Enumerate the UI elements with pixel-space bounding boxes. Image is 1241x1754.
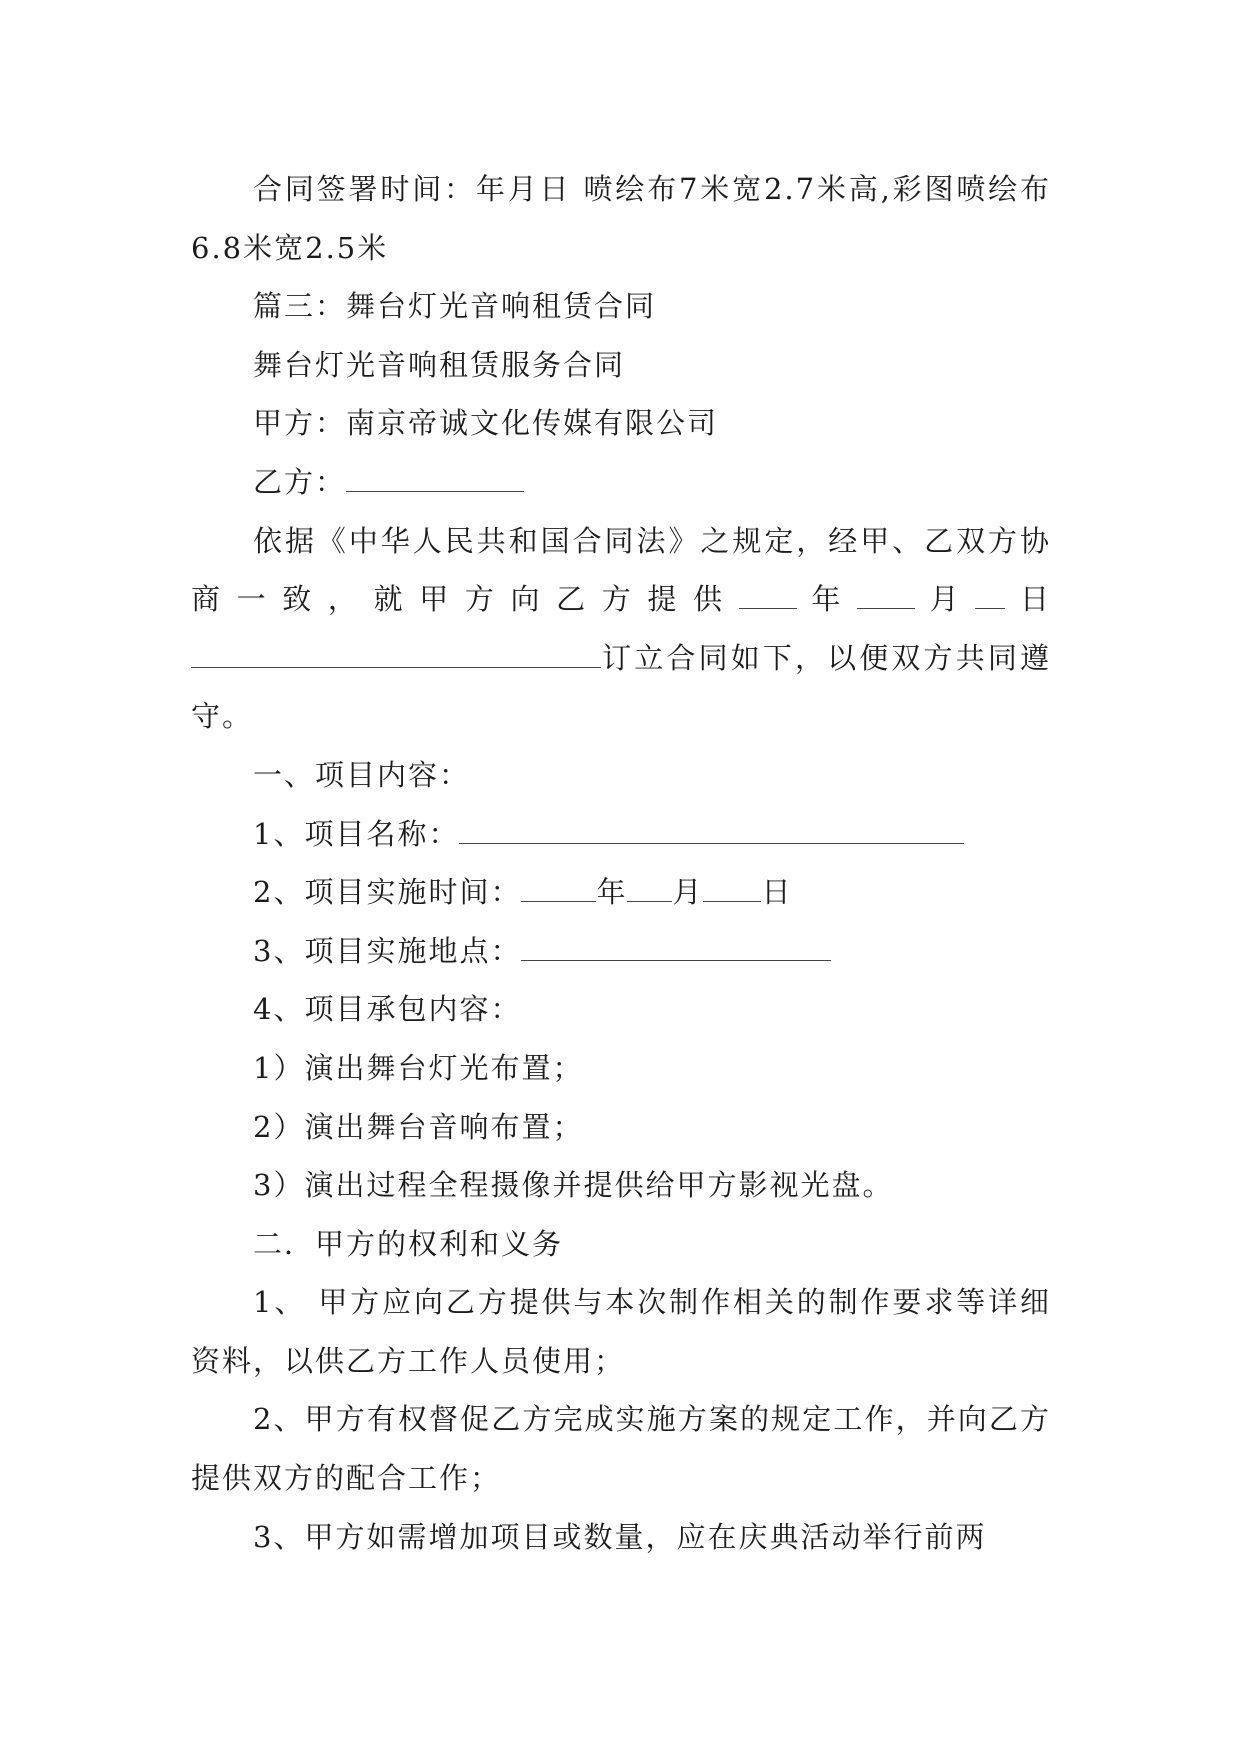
clause-2-2: 2、甲方有权督促乙方完成实施方案的规定工作，并向乙方提供双方的配合工作；: [191, 1402, 1051, 1496]
project-time-day: 日: [761, 875, 793, 910]
basis-day-blank: [975, 581, 1005, 610]
project-time-year: 年: [596, 875, 628, 910]
heading-project-content: 一、项目内容：: [253, 757, 471, 792]
basis-year-label: 年: [796, 582, 858, 617]
basis-content-blank: [191, 639, 601, 668]
party-b-label: 乙方：: [253, 464, 347, 499]
paragraph-signing-time: 合同签署时间：年月日 喷绘布7米宽2.7米高,彩图喷绘布6.8米宽2.5米: [191, 172, 1051, 265]
basis-month-label: 月: [915, 582, 976, 617]
project-time-month-blank: [627, 874, 672, 903]
basis-month-blank: [857, 581, 915, 610]
item-project-name: [191, 805, 1051, 864]
clause-2-1: 1、 甲方应向乙方提供与本次制作相关的制作要求等详细资料，以供乙方工作人员使用；: [191, 1285, 1051, 1378]
project-time-year-blank: [521, 874, 596, 903]
basis-text-b: 订立合同如下，以便双方共同遵守。: [191, 640, 1051, 734]
project-time-month: 月: [672, 875, 704, 910]
paragraph-basis: [191, 512, 1051, 746]
party-b-blank: [346, 463, 524, 492]
paragraph-party-b: [191, 453, 1051, 512]
basis-day-label: 日: [1005, 582, 1051, 617]
clause-2-3: 3、甲方如需增加项目或数量，应在庆典活动举行前两: [253, 1519, 987, 1554]
document-body: [191, 160, 1051, 1566]
paragraph-party-a: 甲方：南京帝诚文化传媒有限公司: [253, 406, 719, 441]
project-location-label: 3、项目实施地点：: [253, 933, 522, 968]
project-name-blank: [459, 815, 964, 844]
item-project-location: [191, 922, 1051, 981]
scope-item-lighting: 1）演出舞台灯光布置；: [253, 1050, 584, 1085]
paragraph-contract-title: 舞台灯光音响租赁服务合同: [253, 347, 626, 382]
basis-year-blank: [739, 581, 797, 610]
project-time-day-blank: [703, 874, 761, 903]
item-project-time: [191, 863, 1051, 922]
project-name-label: 1、项目名称：: [253, 816, 460, 851]
project-location-blank: [521, 932, 831, 961]
paragraph-section-title: 篇三：舞台灯光音响租赁合同: [253, 289, 657, 324]
heading-party-a-rights: 二．甲方的权利和义务: [253, 1226, 564, 1261]
basis-text-a: 依据《中华人民共和国合同法》之规定，经甲、乙双方协商一致，就甲方向乙方提供: [191, 523, 1051, 617]
scope-item-audio: 2）演出舞台音响布置；: [253, 1109, 584, 1144]
project-time-label: 2、项目实施时间：: [253, 875, 522, 910]
scope-item-video: 3）演出过程全程摄像并提供给甲方影视光盘。: [253, 1168, 894, 1203]
item-project-scope: 4、项目承包内容：: [253, 992, 522, 1027]
